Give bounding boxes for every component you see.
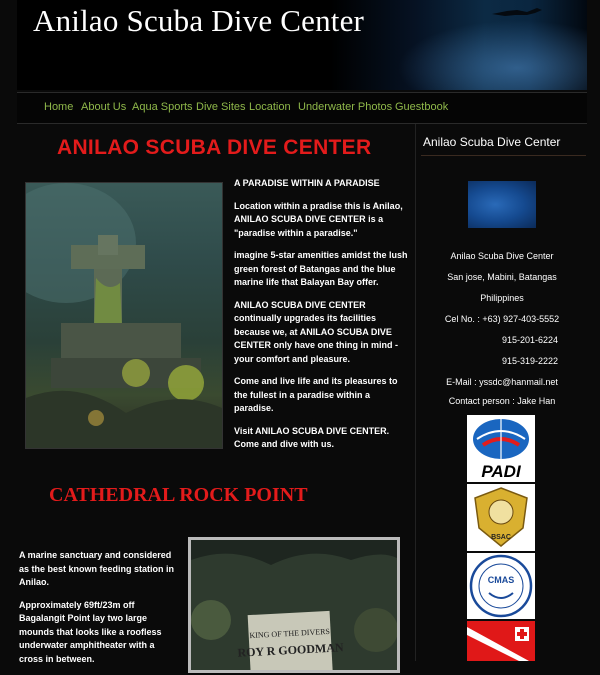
cross-statue-image [26, 183, 222, 448]
nav-home[interactable]: Home [44, 101, 74, 113]
padi-badge[interactable] [467, 415, 535, 482]
nav-guestbook[interactable]: Guestbook [395, 101, 449, 113]
sidebar-divider [421, 155, 586, 156]
intro-paragraph: imagine 5-star amenities amidst the lush green forest of Batangas and the blue marine life that Balayan Bay offer. [234, 250, 408, 287]
plaque-photo [188, 537, 400, 673]
contact-name: Anilao Scuba Dive Center [450, 251, 554, 261]
underwater-cross-photo [25, 182, 223, 449]
plaque-line1: KING OF THE DIVERS [249, 626, 331, 641]
sidebar-title: Anilao Scuba Dive Center [423, 135, 561, 149]
padi-logo-icon [467, 415, 535, 482]
section2-paragraph: A marine sanctuary and considered as the best known feeding station in Anilao. [19, 550, 175, 587]
cmas-badge[interactable] [467, 553, 535, 619]
cmas-text: CMAS [487, 575, 515, 585]
bsac-badge[interactable] [467, 484, 535, 551]
contact-person: Contact person : Jake Han [448, 396, 556, 406]
cmas-logo-icon [467, 553, 535, 619]
contact-phone: 915-201-6224 [502, 335, 559, 345]
contact-email[interactable]: E-Mail : yssdc@hanmail.net [446, 377, 558, 387]
diver-silhouette-icon [487, 2, 547, 22]
nav-aqua-sports[interactable]: Aqua Sports [132, 101, 193, 113]
section-heading: CATHEDRAL ROCK POINT [49, 484, 308, 506]
sidebar [415, 124, 588, 661]
nav-about-us[interactable]: About Us [81, 101, 127, 113]
intro-subheading: A PARADISE WITHIN A PARADISE [234, 178, 380, 188]
contact-address: San jose, Mabini, Batangas [447, 272, 557, 282]
intro-paragraph: ANILAO SCUBA DIVE CENTER continually upgrades its facilities because we, at ANILAO SCUBA DIVE CENTER only have one thing in mind - your comfort and pleasure. [234, 299, 399, 364]
intro-paragraph: Come and live life and its pleasures to the fullest in a paradise within a paradise. [234, 376, 398, 413]
site-title: Anilao Scuba Dive Center [33, 3, 365, 38]
dive-flag-icon [467, 621, 535, 661]
main-content [17, 124, 414, 664]
underwater-glow [397, 20, 587, 90]
main-nav [17, 92, 587, 124]
page-heading: ANILAO SCUBA DIVE CENTER [57, 136, 372, 159]
sidebar-thumbnail[interactable] [468, 181, 536, 228]
bsac-text: BSAC [491, 534, 511, 541]
intro-text [234, 177, 409, 461]
section2-text [19, 549, 179, 675]
plaque-image [191, 540, 397, 670]
intro-paragraph: Location within a pradise this is Anilao, ANILAO SCUBA DIVE CENTER is a "paradise within a paradise." [234, 200, 403, 238]
section2-paragraph: Approximately 69ft/23m off Bagalangit Point lay two large mounds that looks like a roofless underwater amphitheater with a cross in between. [19, 599, 162, 664]
contact-phone: 915-319-2222 [502, 356, 559, 366]
contact-cel: Cel No. : +63) 927-403-5552 [444, 314, 560, 324]
site-header [17, 0, 587, 90]
contact-country: Philippines [480, 293, 524, 303]
padi-text: PADI [481, 462, 521, 481]
bsac-logo-icon [467, 484, 535, 551]
dive-flag-badge[interactable] [467, 621, 535, 661]
nav-underwater-photos[interactable]: Underwater Photos [298, 101, 393, 113]
nav-location[interactable]: Location [249, 101, 291, 113]
nav-dive-sites[interactable]: Dive Sites [196, 101, 246, 113]
intro-paragraph: Visit ANILAO SCUBA DIVE CENTER. Come and dive with us. [234, 425, 390, 449]
plaque-line2: ROY R GOODMAN [237, 640, 344, 660]
